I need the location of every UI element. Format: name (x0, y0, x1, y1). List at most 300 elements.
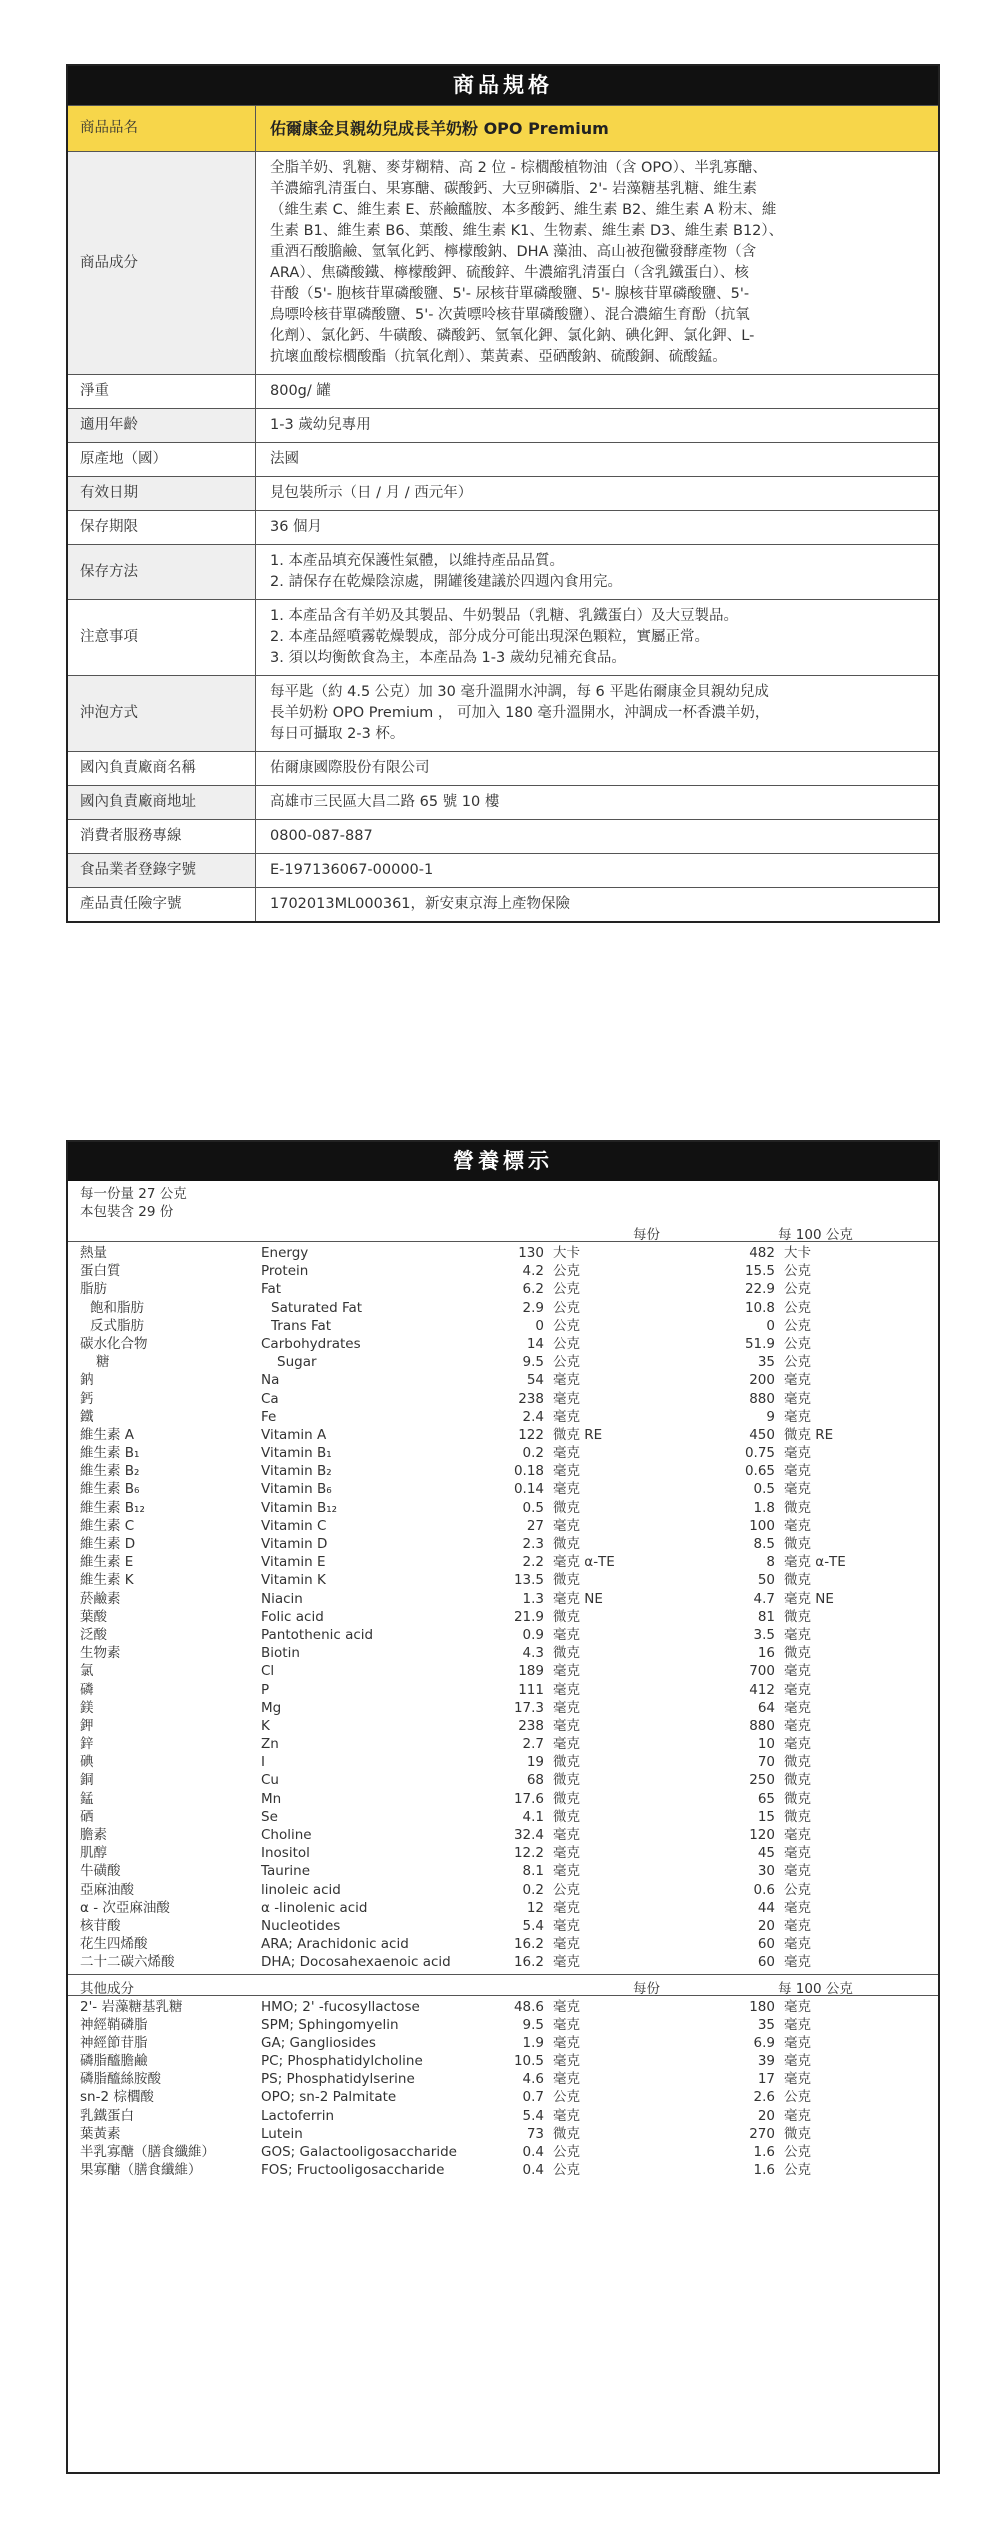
per-serving-unit: 毫克 (553, 1863, 580, 1880)
per-100g-unit: 毫克 (784, 1372, 811, 1389)
shelf-life-label: 保存期限 (68, 511, 256, 545)
per-serving-unit: 毫克 (553, 1717, 580, 1734)
nutrient-name-zh: α - 次亞麻油酸 (80, 1899, 170, 1916)
per-100g-value: 35 (757, 2016, 775, 2033)
nutrient-name-zh: 銅 (80, 1772, 94, 1789)
per-100g-unit: 毫克 (784, 1626, 811, 1643)
per-serving-unit: 公克 (553, 1299, 580, 1316)
nutrient-row (68, 2034, 938, 2052)
nutrient-row (68, 1681, 938, 1699)
per-100g-unit: 公克 (784, 1317, 811, 1334)
per-100g-value: 51.9 (744, 1335, 775, 1352)
nutrient-name-en: Vitamin B₂ (261, 1463, 332, 1480)
nutrient-name-zh: 亞麻油酸 (80, 1881, 134, 1898)
per-100g-value: 180 (749, 1998, 775, 2015)
nutrient-name-zh: 鐵 (80, 1408, 94, 1425)
per-serving-heading: 每份 (633, 1227, 660, 1243)
per-serving-value: 14 (526, 1335, 544, 1352)
per-100g-unit: 毫克 (784, 2016, 811, 2033)
per-serving-unit: 毫克 (553, 1626, 580, 1643)
nutrient-name-zh: 維生素 D (80, 1536, 136, 1552)
nutrient-name-en: Saturated Fat (271, 1299, 363, 1316)
per-serving-value: 238 (518, 1717, 544, 1734)
per-100g-value: 50 (757, 1572, 775, 1589)
nutrient-row (68, 2107, 938, 2125)
ingredients-line: 化劑）、氯化鈣、牛磺酸、磷酸鈣、氫氧化鉀、氯化鈉、碘化鉀、氯化鉀、L- (270, 328, 755, 344)
per-serving-unit: 大卡 (553, 1245, 580, 1261)
nutrient-name-zh: 生物素 (80, 1645, 121, 1662)
nutrient-name-en: FOS; Fructooligosaccharide (261, 2162, 445, 2179)
per-serving-value: 68 (526, 1772, 544, 1789)
nutrient-name-en: Na (261, 1372, 280, 1389)
nutrient-name-zh: 菸鹼素 (80, 1590, 121, 1607)
nutrient-row (68, 1553, 938, 1571)
per-100g-value: 1.6 (753, 2162, 775, 2179)
nutrient-row (68, 1699, 938, 1717)
nutrient-row (68, 1935, 938, 1953)
per-serving-value: 0.2 (522, 1445, 544, 1462)
ingredients-line: 鳥嘌呤核苷單磷酸鹽、5'- 次黃嘌呤核苷單磷酸鹽）、混合濃縮生育酚（抗氧 (270, 307, 750, 323)
nutrient-row (68, 1262, 938, 1280)
nutrient-name-en: Vitamin B₁ (261, 1445, 332, 1462)
nutrient-name-zh: 錳 (80, 1790, 94, 1807)
age-label: 適用年齡 (68, 409, 256, 443)
per-serving-value: 48.6 (513, 1998, 544, 2015)
other-ingredients-header (68, 1974, 938, 1996)
nutrient-row (68, 1499, 938, 1517)
nutrient-row (68, 1899, 938, 1917)
per-serving-value: 0.18 (513, 1463, 544, 1480)
per-serving-value: 16.2 (513, 1936, 544, 1953)
expiry-value: 見包裝所示（日 / 月 / 西元年） (256, 477, 939, 511)
per-100g-value: 200 (749, 1372, 775, 1389)
prep-value (256, 676, 939, 752)
per-serving-unit: 毫克 (553, 1954, 580, 1971)
nutrient-row (68, 1353, 938, 1371)
per-serving-unit: 毫克 (553, 2071, 580, 2088)
nutrient-row (68, 1408, 938, 1426)
per-serving-value: 0.5 (522, 1499, 544, 1516)
per-serving-unit: 微克 (553, 1645, 580, 1662)
per-serving-unit: 毫克 (553, 1481, 580, 1498)
nutrient-row (68, 2088, 938, 2106)
nutrient-row (68, 1626, 938, 1644)
per-100g-value: 0 (766, 1317, 775, 1334)
nutrient-name-en: Pantothenic acid (261, 1626, 374, 1643)
nutrient-row (68, 1771, 938, 1789)
nutrient-name-en: K (261, 1717, 270, 1734)
per-serving-value: 73 (526, 2125, 544, 2142)
per-100g-unit: 公克 (784, 2162, 811, 2179)
nutrient-row (68, 1371, 938, 1389)
per-100g-unit: 微克 (784, 1645, 811, 1662)
per-serving-unit: 毫克 (553, 1445, 580, 1462)
nutrient-row (68, 2143, 938, 2161)
ingredients-line: 抗壞血酸棕櫚酸酯（抗氧化劑）、葉黃素、亞硒酸鈉、硫酸銅、硫酸錳。 (270, 349, 727, 365)
per-serving-unit: 公克 (553, 2089, 580, 2106)
nutrient-name-zh: 維生素 B₂ (80, 1463, 140, 1480)
per-serving-unit: 公克 (553, 1263, 580, 1280)
nutrient-name-en: Carbohydrates (261, 1335, 361, 1352)
per-100g-unit: 公克 (784, 1354, 811, 1371)
per-100g-unit: 微克 (784, 1499, 811, 1516)
per-100g-value: 4.7 (753, 1590, 775, 1607)
nutrient-row (68, 1480, 938, 1498)
per-100g-value: 2.6 (753, 2089, 775, 2106)
company-address-label: 國內負責廠商地址 (68, 786, 256, 820)
nutrient-name-en: PS; Phosphatidylserine (261, 2071, 415, 2088)
per-100g-unit: 微克 (784, 1754, 811, 1771)
per-100g-value: 15 (757, 1808, 775, 1825)
per-100g-value: 3.5 (753, 1626, 775, 1643)
product-name-value: 佑爾康金貝親幼兒成長羊奶粉 OPO Premium (256, 106, 939, 152)
notice-line: 2. 本產品經噴霧乾燥製成，部分成分可能出現深色顆粒，實屬正常。 (270, 629, 709, 645)
serving-size: 每一份量 27 公克 (80, 1186, 187, 1202)
storage-label: 保存方法 (68, 545, 256, 600)
nutrient-name-zh: 神經鞘磷脂 (80, 2016, 148, 2033)
per-serving-unit: 微克 (553, 1572, 580, 1589)
per-serving-unit: 毫克 (553, 1936, 580, 1953)
registration-label: 食品業者登錄字號 (68, 854, 256, 888)
per-100g-unit: 微克 (784, 1772, 811, 1789)
insurance-label: 產品責任險字號 (68, 888, 256, 922)
per-100g-unit: 公克 (784, 1263, 811, 1280)
nutrient-name-zh: 葉酸 (80, 1608, 107, 1625)
nutrient-row (68, 1426, 938, 1444)
nutrient-row (68, 1280, 938, 1298)
per-100g-value: 120 (749, 1827, 775, 1843)
per-serving-value: 238 (518, 1390, 544, 1407)
other-ingredient-rows (68, 1996, 938, 2180)
per-serving-value: 0.9 (522, 1626, 544, 1643)
ingredients-line: 全脂羊奶、乳糖、麥芽糊精、高 2 位 - 棕櫚酸植物油（含 OPO）、半乳寡醣、 (270, 160, 767, 176)
per-100g-value: 30 (757, 1863, 775, 1880)
nutrient-row (68, 1753, 938, 1771)
per-serving-unit: 微克 (553, 1536, 580, 1552)
per-serving-value: 2.9 (522, 1299, 544, 1316)
per-100g-unit: 微克 (784, 1808, 811, 1825)
per-serving-unit: 公克 (553, 2144, 580, 2160)
nutrient-name-zh: 硒 (80, 1808, 94, 1825)
per-serving-value: 12.2 (513, 1845, 544, 1862)
nutrient-row (68, 1717, 938, 1735)
per-100g-value: 482 (749, 1245, 775, 1261)
per-serving-unit: 毫克 (553, 1463, 580, 1480)
per-serving-unit: 毫克 (553, 1372, 580, 1389)
per-serving-unit: 毫克 (553, 1899, 580, 1916)
per-serving-value: 4.1 (522, 1808, 544, 1825)
per-serving-value: 0.4 (522, 2162, 544, 2179)
nutrient-name-zh: 鋅 (80, 1736, 94, 1753)
per-serving-unit: 毫克 (553, 1827, 580, 1843)
nutrient-name-en: Fat (261, 1281, 282, 1298)
nutrient-name-zh: 乳鐵蛋白 (80, 2107, 134, 2124)
other-per-100g-heading: 每 100 公克 (778, 1980, 853, 1997)
per-serving-unit: 毫克 (553, 1736, 580, 1753)
per-100g-value: 1.6 (753, 2144, 775, 2160)
ingredients-line: 苷酸（5'- 胞核苷單磷酸鹽、5'- 尿核苷單磷酸鹽、5'- 腺核苷單磷酸鹽、5'- (270, 286, 750, 302)
per-serving-value: 8.1 (522, 1863, 544, 1880)
nutrient-row (68, 2016, 938, 2034)
nutrient-name-en: Vitamin D (261, 1536, 328, 1552)
nutrient-name-en: Vitamin C (261, 1517, 327, 1534)
per-100g-value: 60 (757, 1936, 775, 1953)
per-100g-value: 9 (766, 1408, 775, 1425)
nutrient-row (68, 1535, 938, 1553)
per-100g-unit: 微克 RE (784, 1426, 834, 1443)
nutrient-name-zh: 神經節苷脂 (80, 2034, 148, 2051)
per-100g-unit: 毫克 (784, 1517, 811, 1534)
nutrient-row (68, 1590, 938, 1608)
nutrient-name-en: Energy (261, 1245, 309, 1261)
nutrient-name-zh: 果寡醣（膳食纖維） (80, 2162, 202, 2179)
per-100g-value: 81 (757, 1608, 775, 1625)
nutrient-row (68, 1953, 938, 1971)
per-100g-unit: 毫克 (784, 2034, 811, 2051)
nutrient-name-zh: 磷脂醯膽鹼 (80, 2053, 148, 2070)
nutrient-name-en: Cu (261, 1772, 279, 1789)
nutrient-name-en: Se (261, 1808, 278, 1825)
per-100g-value: 10.8 (744, 1299, 775, 1316)
per-100g-unit: 毫克 (784, 1681, 811, 1698)
per-100g-unit: 微克 (784, 2125, 811, 2142)
per-serving-unit: 毫克 (553, 1390, 580, 1407)
nutrient-name-en: Mg (261, 1699, 282, 1716)
per-serving-value: 4.2 (522, 1263, 544, 1280)
prep-line: 長羊奶粉 OPO Premium ， 可加入 180 毫升溫開水，沖調成一杯香濃羊奶， (270, 705, 770, 721)
per-100g-value: 6.9 (753, 2034, 775, 2051)
ingredients-line: 重酒石酸膽鹼、氫氧化鈣、檸檬酸鈉、DHA 藻油、高山被孢黴發酵產物（含 (270, 244, 757, 260)
net-weight-label: 淨重 (68, 375, 256, 409)
per-100g-value: 22.9 (744, 1281, 775, 1298)
nutrient-row (68, 1790, 938, 1808)
nutrient-name-zh: 鉀 (80, 1717, 94, 1734)
per-serving-value: 17.6 (513, 1790, 544, 1807)
product-name-label: 商品品名 (68, 106, 256, 152)
nutrient-name-zh: 鈉 (80, 1372, 94, 1389)
per-serving-unit: 微克 RE (553, 1426, 603, 1443)
nutrient-name-zh: 肌醇 (80, 1845, 107, 1862)
per-100g-unit: 毫克 (784, 1998, 811, 2015)
nutrient-name-en: Choline (261, 1827, 312, 1843)
nutrient-name-zh: 鎂 (80, 1699, 94, 1716)
storage-value (256, 545, 939, 600)
ingredients-line: 羊濃縮乳清蛋白、果寡醣、碳酸鈣、大豆卵磷脂、2'- 岩藻糖基乳糖、維生素 (270, 181, 758, 197)
per-100g-value: 880 (749, 1717, 775, 1734)
per-serving-unit: 公克 (553, 1354, 580, 1371)
per-serving-value: 2.2 (522, 1554, 544, 1571)
per-serving-value: 54 (526, 1372, 544, 1389)
per-100g-unit: 毫克 (784, 2107, 811, 2124)
nutrient-name-en: Trans Fat (271, 1317, 332, 1334)
per-serving-unit: 毫克 (553, 1845, 580, 1862)
nutrient-name-zh: 牛磺酸 (80, 1863, 121, 1880)
nutrient-row (68, 1299, 938, 1317)
nutrient-name-zh: 磷 (80, 1681, 94, 1698)
per-100g-value: 39 (757, 2053, 775, 2070)
per-serving-unit: 公克 (553, 1335, 580, 1352)
per-100g-value: 16 (757, 1645, 775, 1662)
other-per-serving-heading: 每份 (633, 1980, 660, 1997)
nutrient-row (68, 1844, 938, 1862)
product-spec-table (66, 64, 940, 923)
per-100g-unit: 毫克 α-TE (784, 1554, 846, 1571)
notice-line: 1. 本產品含有羊奶及其製品、牛奶製品（乳糖、乳鐵蛋白）及大豆製品。 (270, 608, 738, 624)
per-serving-value: 1.3 (522, 1590, 544, 1607)
per-serving-unit: 微克 (553, 1754, 580, 1771)
nutrient-name-zh: 反式脂肪 (90, 1317, 144, 1334)
per-serving-value: 12 (526, 1899, 544, 1916)
per-serving-value: 0.14 (513, 1481, 544, 1498)
nutrient-name-en: Biotin (261, 1645, 300, 1662)
nutrient-name-zh: 膽素 (80, 1827, 107, 1843)
per-100g-value: 35 (757, 1354, 775, 1371)
notice-label: 注意事項 (68, 600, 256, 676)
net-weight-value: 800g/ 罐 (256, 375, 939, 409)
per-100g-unit: 微克 (784, 1536, 811, 1552)
per-serving-value: 9.5 (522, 1354, 544, 1371)
per-100g-value: 880 (749, 1390, 775, 1407)
nutrient-name-en: HMO; 2' -fucosyllactose (261, 1998, 420, 2015)
spec-grid (68, 105, 938, 921)
nutrient-name-en: Nucleotides (261, 1917, 341, 1934)
per-serving-value: 5.4 (522, 2107, 544, 2124)
nutrient-row (68, 1317, 938, 1335)
nutrient-name-en: Cl (261, 1663, 275, 1680)
per-100g-value: 60 (757, 1954, 775, 1971)
per-serving-value: 2.3 (522, 1536, 544, 1552)
per-serving-value: 2.7 (522, 1736, 544, 1753)
nutrient-name-zh: 維生素 E (80, 1554, 134, 1571)
per-serving-unit: 公克 (553, 1317, 580, 1334)
per-serving-value: 189 (518, 1663, 544, 1680)
nutrient-row (68, 1390, 938, 1408)
nutrient-name-en: Lutein (261, 2125, 303, 2142)
nutrient-name-en: GA; Gangliosides (261, 2034, 376, 2051)
notice-line: 3. 須以均衡飲食為主，本產品為 1-3 歲幼兒補充食品。 (270, 650, 626, 666)
per-serving-value: 2.4 (522, 1408, 544, 1425)
per-serving-value: 32.4 (513, 1827, 544, 1843)
nutrient-name-en: Vitamin K (261, 1572, 326, 1589)
per-100g-unit: 毫克 NE (784, 1590, 834, 1607)
nutrient-row (68, 1735, 938, 1753)
per-100g-unit: 毫克 (784, 1390, 811, 1407)
per-serving-value: 122 (518, 1426, 544, 1443)
per-100g-unit: 毫克 (784, 1445, 811, 1462)
per-serving-value: 1.9 (522, 2034, 544, 2051)
nutrient-name-zh: 花生四烯酸 (80, 1936, 148, 1953)
nutrition-column-header (68, 1221, 938, 1242)
per-100g-unit: 毫克 (784, 1408, 811, 1425)
per-100g-value: 0.65 (744, 1463, 775, 1480)
per-100g-value: 8.5 (753, 1536, 775, 1552)
per-serving-unit: 毫克 (553, 2053, 580, 2070)
per-100g-unit: 毫克 (784, 1463, 811, 1480)
nutrient-name-zh: 維生素 B₁₂ (80, 1499, 145, 1516)
per-serving-value: 19 (526, 1754, 544, 1771)
nutrient-name-zh: 葉黃素 (80, 2125, 121, 2142)
nutrient-row (68, 1862, 938, 1880)
nutrient-name-zh: 脂肪 (80, 1281, 107, 1298)
nutrient-name-en: Inositol (261, 1845, 310, 1862)
origin-value: 法國 (256, 443, 939, 477)
shelf-life-value: 36 個月 (256, 511, 939, 545)
per-100g-value: 44 (757, 1899, 775, 1916)
per-100g-value: 1.8 (753, 1499, 775, 1516)
nutrition-header: 營養標示 (68, 1142, 938, 1181)
per-serving-unit: 毫克 (553, 1917, 580, 1934)
per-serving-value: 130 (518, 1245, 544, 1261)
per-serving-value: 13.5 (513, 1572, 544, 1589)
serving-info (68, 1181, 938, 1221)
nutrient-name-en: Niacin (261, 1590, 303, 1607)
per-serving-unit: 微克 (553, 1608, 580, 1625)
nutrient-row (68, 1444, 938, 1462)
per-serving-unit: 公克 (553, 2162, 580, 2179)
nutrient-name-zh: 鈣 (80, 1390, 94, 1407)
nutrient-name-en: Ca (261, 1390, 279, 1407)
per-100g-unit: 毫克 (784, 1827, 811, 1843)
per-100g-value: 0.6 (753, 1881, 775, 1898)
per-100g-unit: 毫克 (784, 1663, 811, 1680)
nutrient-name-en: Vitamin B₆ (261, 1481, 332, 1498)
per-serving-value: 5.4 (522, 1917, 544, 1934)
per-serving-value: 111 (518, 1681, 544, 1698)
per-100g-value: 8 (766, 1554, 775, 1571)
nutrient-name-zh: 維生素 A (80, 1426, 135, 1443)
nutrient-name-zh: 飽和脂肪 (90, 1299, 144, 1316)
nutrient-name-en: Lactoferrin (261, 2107, 334, 2124)
company-name-label: 國內負責廠商名稱 (68, 752, 256, 786)
per-100g-value: 17 (757, 2071, 775, 2088)
nutrient-row (68, 1662, 938, 1680)
nutrient-name-en: Folic acid (261, 1608, 324, 1625)
per-serving-value: 0.4 (522, 2144, 544, 2160)
per-serving-value: 10.5 (513, 2053, 544, 2070)
per-100g-value: 10 (757, 1736, 775, 1753)
nutrient-rows (68, 1242, 938, 1972)
per-100g-unit: 微克 (784, 1608, 811, 1625)
hotline-label: 消費者服務專線 (68, 820, 256, 854)
nutrient-name-zh: 核苷酸 (80, 1917, 121, 1934)
nutrient-name-zh: 維生素 C (80, 1517, 135, 1534)
nutrient-name-zh: 維生素 B₆ (80, 1481, 140, 1498)
per-100g-value: 450 (749, 1426, 775, 1443)
per-serving-unit: 微克 (553, 2125, 580, 2142)
per-serving-value: 0.7 (522, 2089, 544, 2106)
age-value: 1-3 歲幼兒專用 (256, 409, 939, 443)
nutrient-name-en: Zn (261, 1736, 279, 1753)
per-serving-unit: 毫克 (553, 2016, 580, 2033)
per-100g-unit: 毫克 (784, 1699, 811, 1716)
nutrient-name-en: I (261, 1754, 265, 1771)
prep-line: 每日可攝取 2-3 杯。 (270, 726, 405, 742)
nutrient-row (68, 2125, 938, 2143)
per-100g-unit: 毫克 (784, 1717, 811, 1734)
per-100g-unit: 毫克 (784, 1899, 811, 1916)
per-100g-value: 250 (749, 1772, 775, 1789)
nutrient-row (68, 1881, 938, 1899)
per-serving-unit: 毫克 (553, 2107, 580, 2124)
expiry-label: 有效日期 (68, 477, 256, 511)
nutrient-name-en: GOS; Galactooligosaccharide (261, 2144, 457, 2160)
per-serving-unit: 毫克 (553, 1681, 580, 1698)
nutrient-name-en: Vitamin B₁₂ (261, 1499, 338, 1516)
per-100g-value: 64 (757, 1699, 775, 1716)
nutrient-name-zh: 糖 (96, 1354, 110, 1371)
per-serving-unit: 微克 (553, 1499, 580, 1516)
per-serving-unit: 微克 (553, 1772, 580, 1789)
